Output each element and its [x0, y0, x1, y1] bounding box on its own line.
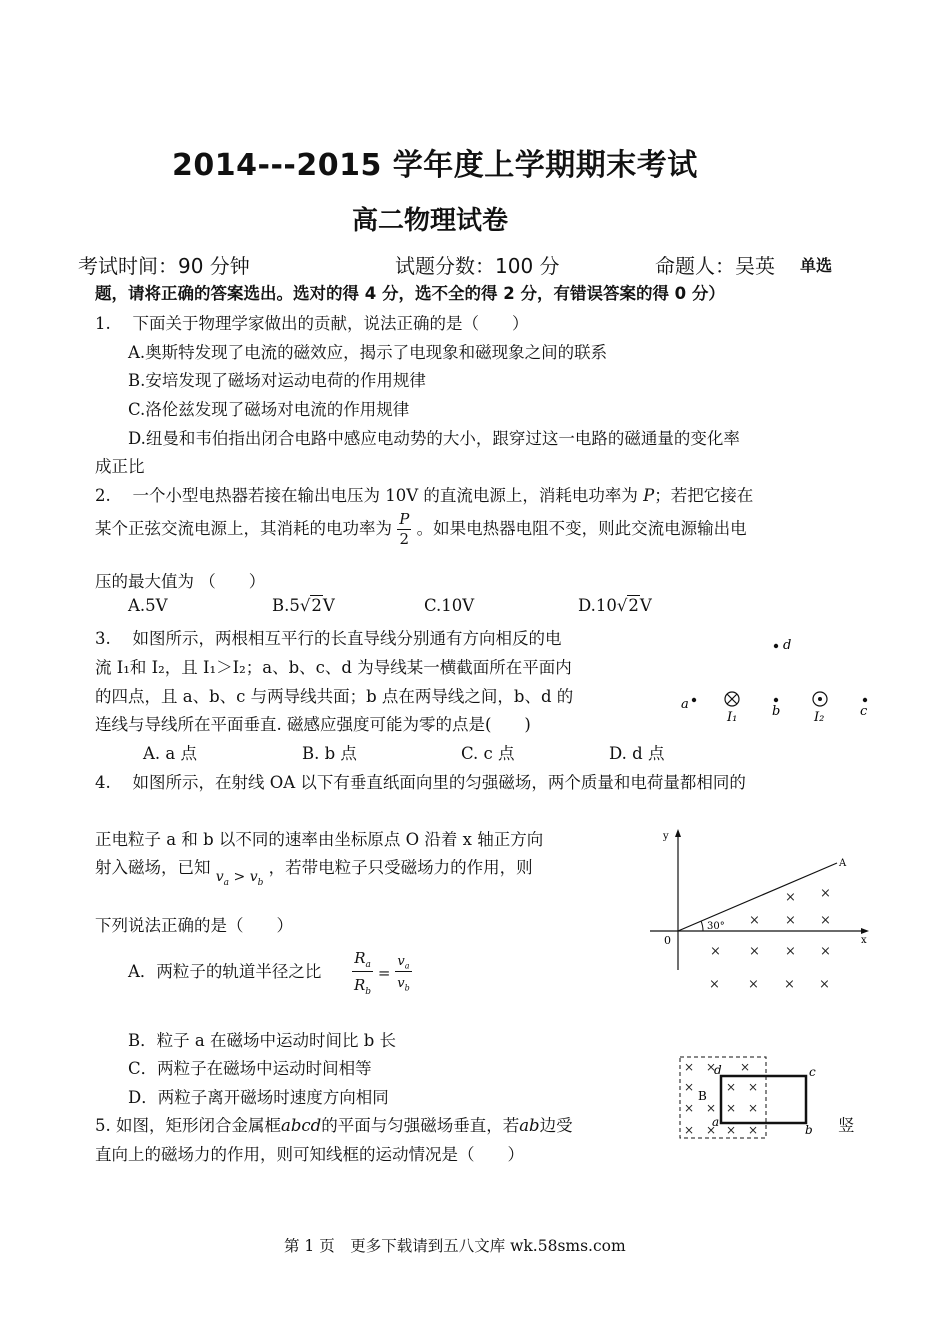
- q4-ratio-v: [395, 954, 411, 994]
- q4-line3-text: 射入磁场，已知: [95, 858, 211, 877]
- q3-wire-diagram: [670, 630, 890, 730]
- q5-label-b-field: B: [698, 1089, 707, 1103]
- svg-text:×: ×: [726, 1080, 737, 1094]
- q4-line2: 正电粒子 a 和 b 以不同的速率由坐标原点 O 沿着 x 轴正方向: [95, 830, 544, 849]
- q4-rb-sub: b: [365, 987, 372, 998]
- q4-cross-b3: ×: [784, 977, 795, 992]
- q4-frac-va-sub: a: [404, 961, 410, 971]
- q4-ra: R: [354, 949, 366, 967]
- q5-line2: 直向上的磁场力的作用，则可知线框的运动情况是（ ）: [95, 1145, 524, 1164]
- q4-line3-text-end: ，若带电粒子只受磁场力的作用，则: [268, 858, 533, 877]
- svg-text:×: ×: [748, 1101, 759, 1115]
- q3-line2: 流 I₁和 I₂，且 I₁＞I₂；a、b、c、d 为导线某一横截面所在平面内: [95, 658, 572, 677]
- svg-text:×: ×: [740, 1060, 751, 1074]
- q1-option-c: C.洛伦兹发现了磁场对电流的作用规律: [128, 400, 410, 419]
- q3-point-c: [863, 698, 867, 702]
- svg-text:×: ×: [706, 1101, 717, 1115]
- q2-line2-text-end: 。如果电热器电阻不变，则此交流电源输出电: [416, 518, 747, 538]
- exam-author: 命题人：吴英: [655, 254, 775, 278]
- q2-option-b-unit: V: [322, 596, 335, 615]
- q4-label-y: y: [663, 831, 669, 842]
- q4-cross-b2: ×: [748, 977, 759, 992]
- q4-option-d: D．两粒子离开磁场时速度方向相同: [128, 1088, 389, 1107]
- q3-line4: 连线与导线所在平面垂直. 磁感应强度可能为零的点是( ): [95, 715, 531, 734]
- q4-frac-vb-sub: b: [404, 983, 410, 993]
- q4-gt: >: [233, 869, 246, 885]
- svg-text:×: ×: [684, 1101, 695, 1115]
- svg-text:×: ×: [684, 1080, 695, 1094]
- q4-frac-vb: v: [397, 976, 405, 992]
- q2-option-a: A.5V: [128, 596, 168, 615]
- q2-symbol-p: P: [643, 486, 655, 505]
- q2-line1: [95, 482, 753, 506]
- q1-option-a: A.奥斯特发现了电流的磁效应，揭示了电现象和磁现象之间的联系: [128, 343, 608, 362]
- q4-ratio-r: [352, 949, 373, 999]
- q2-option-d-pre: D.10: [578, 596, 617, 615]
- page-footer: 第 1 页 更多下载请到五八文库 wk.58sms.com: [284, 1237, 626, 1255]
- q2-line1-text-end: ；若把它接在: [654, 486, 754, 505]
- q4-va-sub: a: [223, 877, 230, 888]
- svg-text:×: ×: [726, 1101, 737, 1115]
- q5-frame-diagram: [676, 1054, 826, 1142]
- q4-option-a-formula: [352, 949, 412, 999]
- q2-option-d-unit: V: [639, 596, 652, 615]
- q4-vb: v: [249, 869, 258, 885]
- q5-symbol-ab: ab: [519, 1116, 540, 1135]
- q3-option-a: A. a 点: [143, 744, 197, 763]
- q3-label-i2: I₂: [814, 710, 825, 725]
- q3-point-a: [692, 698, 696, 702]
- svg-text:×: ×: [706, 1060, 717, 1074]
- q2-option-b-sqrt: 2: [311, 596, 322, 615]
- q5-line1-text: 5. 如图，矩形闭合金属框: [95, 1116, 281, 1135]
- svg-text:×: ×: [749, 913, 760, 928]
- q2-option-b: B.5√2V: [272, 596, 335, 615]
- q2-fraction: [397, 510, 411, 549]
- q3-label-b: b: [772, 704, 781, 719]
- svg-text:×: ×: [748, 1080, 759, 1094]
- svg-text:×: ×: [785, 890, 796, 905]
- q3-label-a: a: [681, 697, 689, 712]
- q1-option-b: B.安培发现了磁场对运动电荷的作用规律: [128, 371, 426, 390]
- q4-equals: =: [377, 963, 391, 982]
- svg-text:×: ×: [749, 944, 760, 959]
- q5-label-c: c: [809, 1065, 816, 1079]
- q1-option-d-cont: 成正比: [95, 457, 145, 476]
- q2-line2-text: 某个正弦交流电源上，其消耗的电功率为: [95, 518, 392, 538]
- q2-option-d: D.10√2V: [578, 596, 652, 615]
- q3-label-c: c: [860, 704, 868, 719]
- q4-line3: [95, 854, 533, 888]
- section-instruction: 题，请将正确的答案选出。选对的得 4 分，选不全的得 2 分，有错误答案的得 0 分）: [95, 284, 725, 303]
- svg-text:×: ×: [706, 1123, 717, 1137]
- svg-text:×: ×: [726, 1123, 737, 1137]
- q2-line2: [95, 510, 747, 549]
- q5-label-a: a: [712, 1115, 720, 1129]
- q4-field-crosses-bottom: [700, 975, 840, 995]
- q5-line1-tail: 竖: [838, 1116, 855, 1135]
- exam-subtitle: 高二物理试卷: [352, 206, 509, 236]
- exam-time: 考试时间：90 分钟: [78, 254, 250, 278]
- q4-line1: 4. 如图所示，在射线 OA 以下有垂直纸面向里的匀强磁场，两个质量和电荷量都相同的: [95, 773, 746, 792]
- q4-option-b: B．粒子 a 在磁场中运动时间比 b 长: [128, 1031, 397, 1050]
- q3-option-c: C. c 点: [461, 744, 515, 763]
- q2-frac-den: 2: [399, 529, 410, 548]
- q3-line3: 的四点，且 a、b、c 与两导线共面；b 点在两导线之间，b、d 的: [95, 687, 574, 706]
- q2-option-d-sqrt: 2: [628, 596, 639, 615]
- svg-text:×: ×: [684, 1123, 695, 1137]
- q2-line3: 压的最大值为 （ ）: [95, 572, 266, 591]
- svg-text:×: ×: [710, 944, 721, 959]
- q3-point-b: [774, 698, 778, 702]
- q2-frac-num: P: [399, 510, 410, 528]
- svg-text:×: ×: [748, 1123, 759, 1137]
- q5-line1: [95, 1112, 573, 1136]
- q2-option-b-pre: B.5: [272, 596, 300, 615]
- q4-ra-sub: a: [365, 960, 371, 970]
- section-start: 单选: [800, 256, 833, 275]
- q4-label-x: x: [861, 935, 867, 946]
- svg-text:×: ×: [684, 1060, 695, 1074]
- q5-label-b: b: [805, 1123, 813, 1137]
- q4-magnetic-field-diagram: [645, 825, 875, 975]
- q2-line1-text: 2. 一个小型电热器若接在输出电压为 10V 的直流电源上，消耗电功率为: [95, 486, 644, 505]
- q3-line1: 3. 如图所示，两根相互平行的长直导线分别通有方向相反的电: [95, 629, 562, 648]
- svg-text:×: ×: [785, 913, 796, 928]
- q4-rb: R: [354, 976, 366, 995]
- q4-cross-b1: ×: [709, 977, 720, 992]
- q4-cross-b4: ×: [819, 977, 830, 992]
- q4-option-a: A．两粒子的轨道半径之比: [128, 962, 322, 981]
- q3-option-b: B. b 点: [302, 744, 357, 763]
- q5-label-d: d: [714, 1063, 722, 1077]
- q5-symbol-abcd: abcd: [281, 1116, 322, 1135]
- q2-option-c: C.10V: [424, 596, 475, 615]
- exam-title: 2014---2015 学年度上学期期末考试: [172, 148, 698, 183]
- q4-label-angle: 30°: [707, 921, 725, 932]
- q1-stem: 1. 下面关于物理学家做出的贡献，说法正确的是（ ）: [95, 314, 529, 333]
- q5-line1-text-mid: 的平面与匀强磁场垂直，若: [321, 1116, 520, 1135]
- svg-text:×: ×: [820, 944, 831, 959]
- q4-frac-va: v: [397, 953, 405, 969]
- q3-label-d: d: [783, 638, 792, 653]
- q4-label-a: A: [839, 858, 847, 869]
- q5-line1-text-end: 边受: [539, 1116, 573, 1135]
- q4-velocity-relation: [215, 869, 264, 888]
- exam-score: 试题分数：100 分: [395, 254, 560, 278]
- q4-vb-sub: b: [257, 877, 264, 888]
- q4-line4: 下列说法正确的是（ ）: [95, 916, 293, 935]
- q3-point-d: [774, 644, 778, 648]
- q4-label-origin: 0: [664, 934, 671, 947]
- q3-label-i1: I₁: [727, 710, 738, 725]
- svg-text:×: ×: [785, 944, 796, 959]
- q4-va: v: [215, 869, 224, 885]
- q3-option-d: D. d 点: [609, 744, 665, 763]
- svg-text:×: ×: [820, 913, 831, 928]
- svg-text:×: ×: [820, 886, 831, 901]
- q1-option-d: D.纽曼和韦伯指出闭合电路中感应电动势的大小，跟穿过这一电路的磁通量的变化率: [128, 429, 740, 448]
- q4-option-c: C．两粒子在磁场中运动时间相等: [128, 1059, 372, 1078]
